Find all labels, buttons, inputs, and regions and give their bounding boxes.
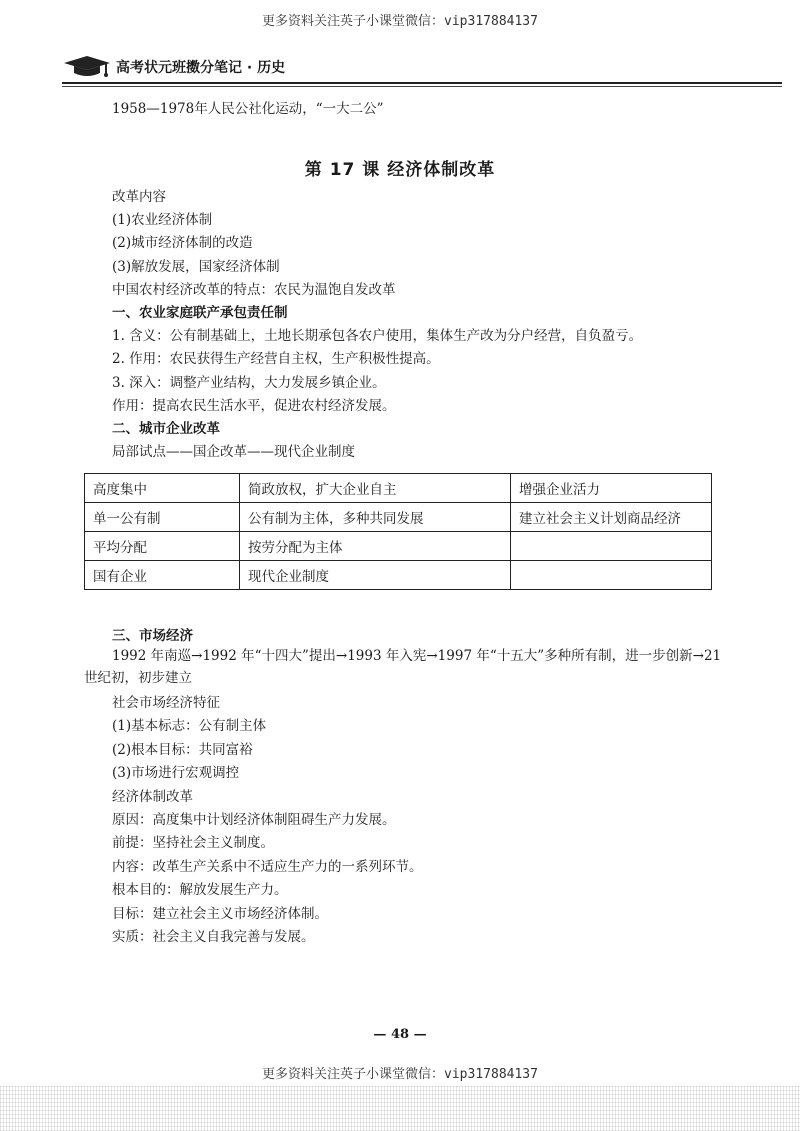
header-rule (62, 82, 782, 84)
text-line: 前提：坚持社会主义制度。 (112, 835, 274, 852)
table-cell: 按劳分配为主体 (240, 532, 511, 561)
text-line: 实质：社会主义自我完善与发展。 (112, 929, 315, 945)
table-cell (511, 532, 712, 561)
text-line: 经济体制改革 (112, 788, 193, 805)
table-cell: 建立社会主义计划商品经济 (511, 503, 712, 532)
table-row (85, 532, 712, 561)
table-cell: 简政放权，扩大企业自主 (240, 474, 511, 503)
text-line: 中国农村经济改革的特点：农民为温饱自发改革 (112, 281, 396, 298)
table-cell: 现代企业制度 (240, 561, 511, 590)
text-line: (2)城市经济体制的改造 (112, 235, 253, 252)
text-line: (2)根本目标：共同富裕 (112, 741, 253, 758)
table-cell: 国有企业 (85, 561, 240, 590)
table-cell (511, 561, 712, 590)
text-line: 内容：改革生产关系中不适应生产力的一系列环节。 (112, 858, 423, 875)
table-row (85, 561, 712, 590)
table-cell: 单一公有制 (85, 503, 240, 532)
intro-line: 1958—1978年人民公社化运动，“一大二公” (112, 101, 384, 117)
section-title-market: 三、市场经济 (112, 628, 193, 644)
table-cell: 公有制为主体，多种共同发展 (240, 503, 511, 532)
table-row (85, 474, 712, 503)
graduation-cap-icon (62, 54, 112, 78)
table-cell: 平均分配 (85, 532, 240, 561)
text-line: (3)解放发展，国家经济体制 (112, 258, 280, 275)
header-title: 高考状元班擞分笔记 · 历史 (116, 60, 286, 76)
text-line: 3. 深入：调整产业结构，大力发展乡镇企业。 (112, 374, 386, 391)
text-line: (1)基本标志：公有制主体 (112, 718, 267, 735)
text-line: 一、农业家庭联产承包责任制 (112, 305, 288, 321)
page-number: — 48 — (373, 1027, 427, 1042)
text-line: 改革内容 (112, 189, 166, 205)
header-rule-thin (62, 86, 782, 87)
text-line: 原因：高度集中计划经济体制阻碍生产力发展。 (112, 812, 396, 828)
reform-table (84, 473, 712, 590)
text-line: 二、城市企业改革 (112, 421, 220, 437)
table-cell: 增强企业活力 (511, 474, 712, 503)
table-row (85, 503, 712, 532)
text-line: 社会市场经济特征 (112, 695, 220, 711)
text-line: (3)市场进行宏观调控 (112, 765, 240, 782)
text-line: 作用：提高农民生活水平，促进农村经济发展。 (112, 397, 396, 414)
text-line: 2. 作用：农民获得生产经营自主权，生产积极性提高。 (112, 351, 440, 368)
text-line: (1)农业经济体制 (112, 212, 213, 229)
text-line: 局部试点——国企改革——现代企业制度 (112, 444, 355, 461)
lesson-title: 第 17 课 经济体制改革 (304, 160, 496, 180)
watermark-top: 更多资料关注英子小课堂微信：vip317884137 (262, 14, 538, 29)
text-line: 根本目的：解放发展生产力。 (112, 882, 288, 899)
table-cell: 高度集中 (85, 474, 240, 503)
scan-noise (0, 1086, 800, 1131)
watermark-bottom: 更多资料关注英子小课堂微信：vip317884137 (262, 1067, 538, 1082)
market-paragraph-line-2: 世纪初，初步建立 (84, 670, 192, 686)
page-header (62, 52, 782, 82)
text-line: 目标：建立社会主义市场经济体制。 (112, 905, 328, 922)
market-paragraph-line-1: 1992 年南巡→1992 年“十四大”提出→1993 年入宪→1997 年“十五大”多种所有制，进一步创新→21 (112, 648, 722, 664)
text-line: 1. 含义：公有制基础上，土地长期承包各农户使用，集体生产改为分户经营，自负盈亏。 (112, 328, 643, 345)
